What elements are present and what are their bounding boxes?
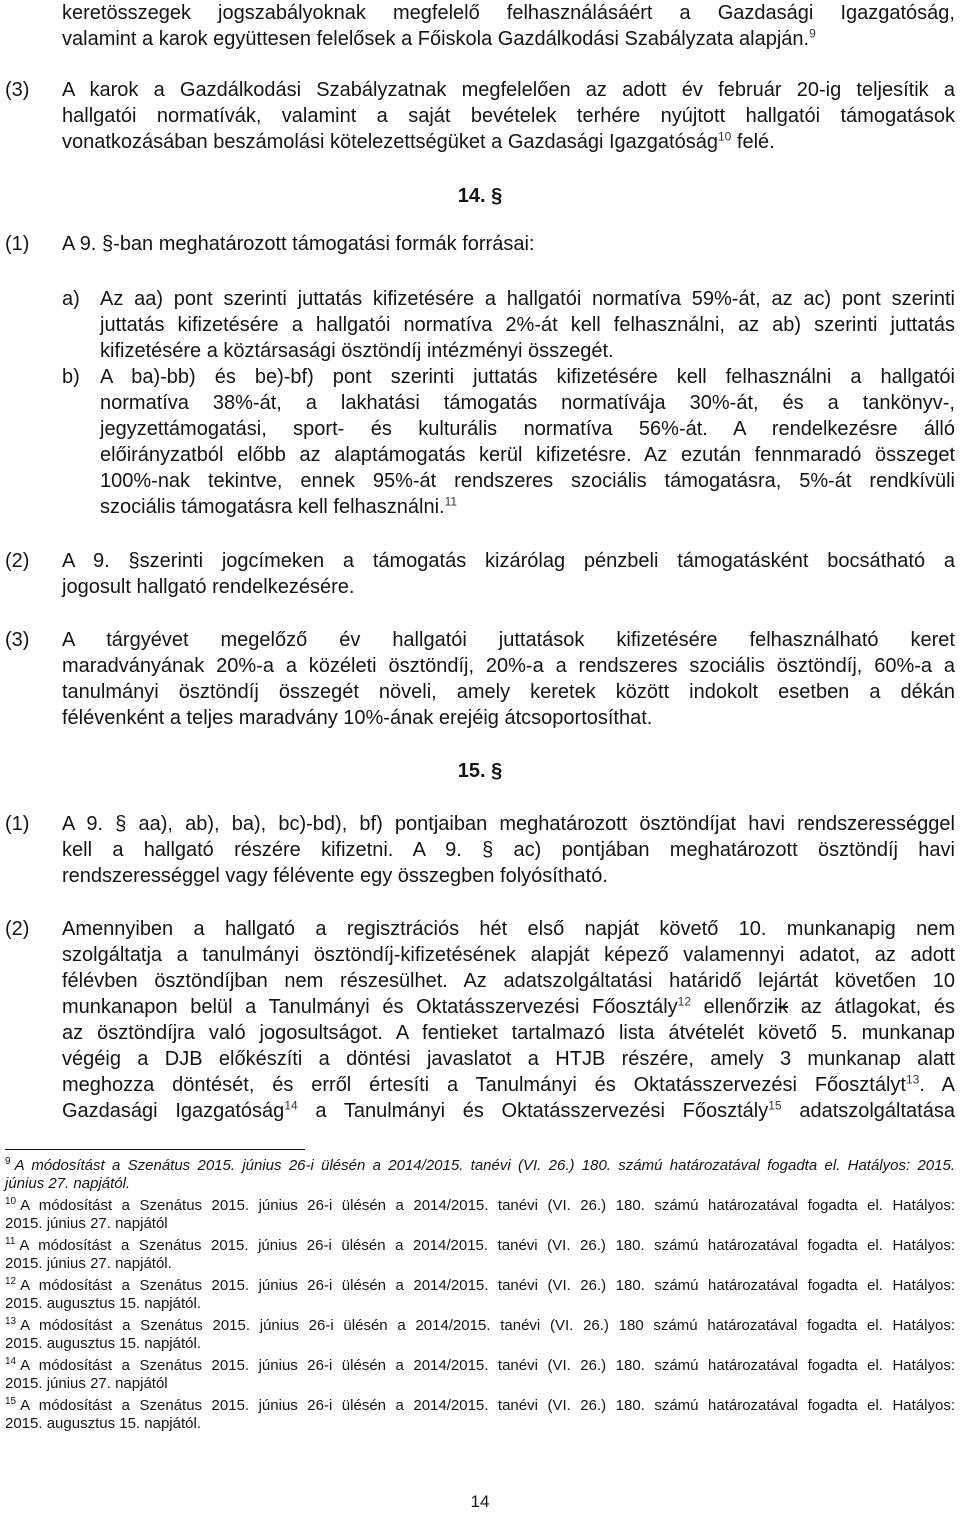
- footnote-line: 2015. június 27. napjától: [5, 1215, 168, 1232]
- text-span: szociális támogatásra kell felhasználni.: [100, 496, 445, 518]
- paragraph-number: (1): [5, 813, 30, 835]
- text-line: A 9. §szerinti jogcímeken a támogatás kizárólag pénzbeli támogatásként bocsátható a: [62, 550, 955, 572]
- paragraph-number: (3): [5, 629, 30, 651]
- footnote: [5, 1197, 955, 1233]
- text-line: végéig a DJB előkészíti a döntési javaslatot a HTJB részére, amely 3 munkanap alatt: [62, 1048, 955, 1070]
- text-line: Amennyiben a hallgató a regisztrációs hét első napját követő 10. munkanapig nem: [62, 918, 955, 940]
- text-span: valamint a karok együttesen felelősek a Főiskola Gazdálkodási Szabályzata alapján.: [62, 28, 810, 50]
- text-line: kell a hallgató részére kifizetni. A 9. § ac) pontjában meghatározott ösztöndíj havi: [62, 839, 955, 861]
- footnote-number: 14: [5, 1356, 17, 1367]
- text-line: rendszerességgel vagy félévente egy összegben folyósítható.: [62, 865, 608, 887]
- text-line: az ösztöndíjra való jogosultságot. A fentieket tartalmazó lista átvételét követő 5. munkanap: [62, 1022, 955, 1044]
- text-line: tanulmányi ösztöndíj összegét növeli, amely keretek között indokolt esetben a dékán: [62, 681, 955, 703]
- footnote-ref: 12: [677, 994, 692, 1009]
- footnote-ref: 13: [905, 1072, 920, 1087]
- text-span: adatszolgáltatása: [781, 1100, 955, 1122]
- footnote-ref: 11: [444, 494, 458, 509]
- footnote-text: A módosítást a Szenátus 2015. június 26-i ülésén a 2014/2015. tanévi (VI. 26.) 180. számú határozatával fogadta el. Hatályos:: [20, 1397, 955, 1414]
- text-line: [62, 26, 955, 52]
- footnote-line: 2015. augusztus 15. napjától.: [5, 1335, 201, 1352]
- text-span: az átlagokat, és: [788, 996, 955, 1018]
- text-line: A 9. §-ban meghatározott támogatási formák forrásai:: [62, 233, 535, 255]
- page-number: 14: [470, 1492, 490, 1511]
- footnote: [5, 1277, 955, 1313]
- text-span: . A: [919, 1074, 955, 1096]
- footnote-line: [5, 1397, 955, 1415]
- text-span: munkanapon belül a Tanulmányi és Oktatásszervezési Főosztály: [62, 996, 678, 1018]
- text-line: félévenként a teljes maradvány 10%-ának erejéig átcsoportosíthat.: [62, 707, 653, 729]
- footnote-text: A módosítást a Szenátus 2015. június 26-i ülésén a 2014/2015. tanévi (VI. 26.) 180. számú határozatával fogadta el. Hatályos:: [20, 1197, 955, 1214]
- item-letter: a): [62, 288, 80, 310]
- footnotes: [5, 1157, 955, 1437]
- paragraph-number: (2): [5, 918, 30, 940]
- text-span: felé.: [731, 131, 775, 153]
- text-line: hallgatói normatívák, valamint a saját bevételek terhére nyújtott hallgatói támogatások: [62, 105, 955, 127]
- footnote-text: A módosítást a Szenátus 2015. június 26-i ülésén a 2014/2015. tanévi (VI. 26.) 180. számú határozatával fogadta el. Hatályos:: [19, 1237, 955, 1254]
- footnote-separator: [5, 1149, 305, 1150]
- text-line: Az aa) pont szerinti juttatás kifizetésére a hallgatói normatíva 59%-át, az ac) pont szerinti: [100, 288, 955, 310]
- text-line: [62, 994, 955, 1020]
- footnote-line: 2015. június 27. napjától: [5, 1375, 168, 1392]
- footnote-text: A módosítást a Szenátus 2015. június 26-i ülésén a 2014/2015. tanévi (VI. 26.) 180. számú határozatával fogadta el. Hatályos:: [20, 1357, 955, 1374]
- footnote-number: 11: [5, 1236, 16, 1247]
- footnote: [5, 1357, 955, 1393]
- text-line: félévben ösztöndíjban nem részesülhet. Az adatszolgáltatási határidő lejártát követően 10: [62, 970, 955, 992]
- footnote-text: A módosítást a Szenátus 2015. június 26-i ülésén a 2014/2015. tanévi (VI. 26.) 180. számú határozatával fogadta el. Hatályos: 2015.: [14, 1157, 955, 1174]
- text-line: [62, 1072, 955, 1098]
- footnote-number: 12: [5, 1276, 17, 1287]
- text-line: [62, 129, 955, 155]
- section-heading-15: 15. §: [457, 760, 503, 782]
- paragraph-2: [5, 916, 955, 1124]
- text-line: [62, 1098, 955, 1124]
- footnote-line: 2015. augusztus 15. napjától.: [5, 1295, 201, 1312]
- footnote-line: június 27. napjától.: [5, 1175, 131, 1192]
- paragraph-1: [5, 811, 955, 889]
- text-span: ellenőrzi: [691, 996, 779, 1018]
- footnote-number: 9: [5, 1156, 11, 1167]
- footnote-ref: 9: [809, 26, 816, 41]
- text-line: A ba)-bb) és be)-bf) pont szerinti juttatás kifizetésére kell felhasználni a hallgatói: [100, 366, 955, 388]
- paragraph-1: [5, 231, 955, 257]
- list-item-a: [62, 286, 955, 364]
- text-line: 100%-nak tekintve, ennek 95%-át rendszeres szociális támogatásra, 5%-át rendkívüli: [100, 470, 955, 492]
- text-line: szolgáltatja a tanulmányi ösztöndíj-kifizetésének alapját képező valamennyi adatot, az adott: [62, 944, 955, 966]
- section-heading-14: 14. §: [457, 185, 503, 207]
- footnote: [5, 1157, 955, 1193]
- footnote-text: A módosítást a Szenátus 2015. június 26-i ülésén a 2014/2015. tanévi (VI. 26.) 180. számú határozatával fogadta el. Hatályos:: [20, 1277, 955, 1294]
- text-line: normatíva 38%-át, a lakhatási támogatás normatívája 30%-át, és a tankönyv-,: [100, 392, 955, 414]
- intro-paragraph: [62, 0, 955, 52]
- deleted-text: k: [778, 996, 789, 1018]
- footnote-line: [5, 1277, 955, 1295]
- text-line: A 9. § aa), ab), ba), bc)-bd), bf) pontjaiban meghatározott ösztöndíjat havi rendszerességgel: [62, 813, 955, 835]
- footnote-line: 2015. június 27. napjától.: [5, 1255, 172, 1272]
- paragraph-number: (3): [5, 79, 30, 101]
- footnote-ref: 10: [717, 129, 732, 144]
- footnote-line: [5, 1197, 955, 1215]
- list-item-b: [62, 364, 955, 520]
- text-span: Gazdasági Igazgatóság: [62, 1100, 285, 1122]
- text-line: kifizetésére a köztársasági ösztöndíj intézményi összegét.: [100, 340, 614, 362]
- footnote-ref: 15: [768, 1098, 782, 1113]
- text-line: A tárgyévet megelőző év hallgatói juttatások kifizetésére felhasználható keret: [62, 629, 955, 651]
- text-span: vonatkozásában beszámolási kötelezettségüket a Gazdasági Igazgatóság: [62, 131, 718, 153]
- text-line: [100, 494, 955, 520]
- footnote-line: [5, 1317, 955, 1335]
- footnote: [5, 1317, 955, 1353]
- footnote-line: [5, 1357, 955, 1375]
- text-span: a Tanulmányi és Oktatásszervezési Főosztály: [297, 1100, 769, 1122]
- text-line: maradványának 20%-a a közéleti ösztöndíj, 20%-a a rendszeres szociális ösztöndíj, 60%-a a: [62, 655, 955, 677]
- footnote-line: [5, 1237, 955, 1255]
- paragraph-3: [5, 627, 955, 731]
- text-line: juttatás kifizetésére a hallgatói normatíva 2%-át kell felhasználni, az ab) szerinti juttatás: [100, 314, 955, 336]
- item-letter: b): [62, 366, 80, 388]
- paragraph-number: (2): [5, 550, 30, 572]
- footnote-line: [5, 1157, 955, 1175]
- text-span: meghozza döntését, és erről értesíti a Tanulmányi és Oktatásszervezési Főosztályt: [62, 1074, 906, 1096]
- footnote-number: 13: [5, 1316, 17, 1327]
- paragraph-3: [5, 77, 955, 155]
- footnote-line: 2015. augusztus 15. napjától.: [5, 1415, 201, 1432]
- text-line: keretösszegek jogszabályoknak megfelelő felhasználásáért a Gazdasági Igazgatóság,: [62, 2, 955, 24]
- footnote-text: A módosítást a Szenátus 2015. június 26-i ülésén a 2014/2015. tanévi (VI. 26.) 180 számú határozatával fogadta el. Hatályos:: [20, 1317, 955, 1334]
- paragraph-2: [5, 548, 955, 600]
- text-line: jogosult hallgató rendelkezésére.: [62, 576, 355, 598]
- text-line: A karok a Gazdálkodási Szabályzatnak megfelelően az adott év február 20-ig teljesítik a: [62, 79, 955, 101]
- footnote-ref: 14: [284, 1098, 298, 1113]
- paragraph-number: (1): [5, 233, 30, 255]
- footnote-number: 15: [5, 1396, 17, 1407]
- text-line: előirányzatból előbb az alaptámogatás kerül kifizetésre. Az ezután fennmaradó összeget: [100, 444, 955, 466]
- footnote: [5, 1237, 955, 1273]
- footnote: [5, 1397, 955, 1433]
- text-line: jegyzettámogatási, sport- és kulturális normatíva 56%-át. A rendelkezésre álló: [100, 418, 955, 440]
- footnote-number: 10: [5, 1196, 17, 1207]
